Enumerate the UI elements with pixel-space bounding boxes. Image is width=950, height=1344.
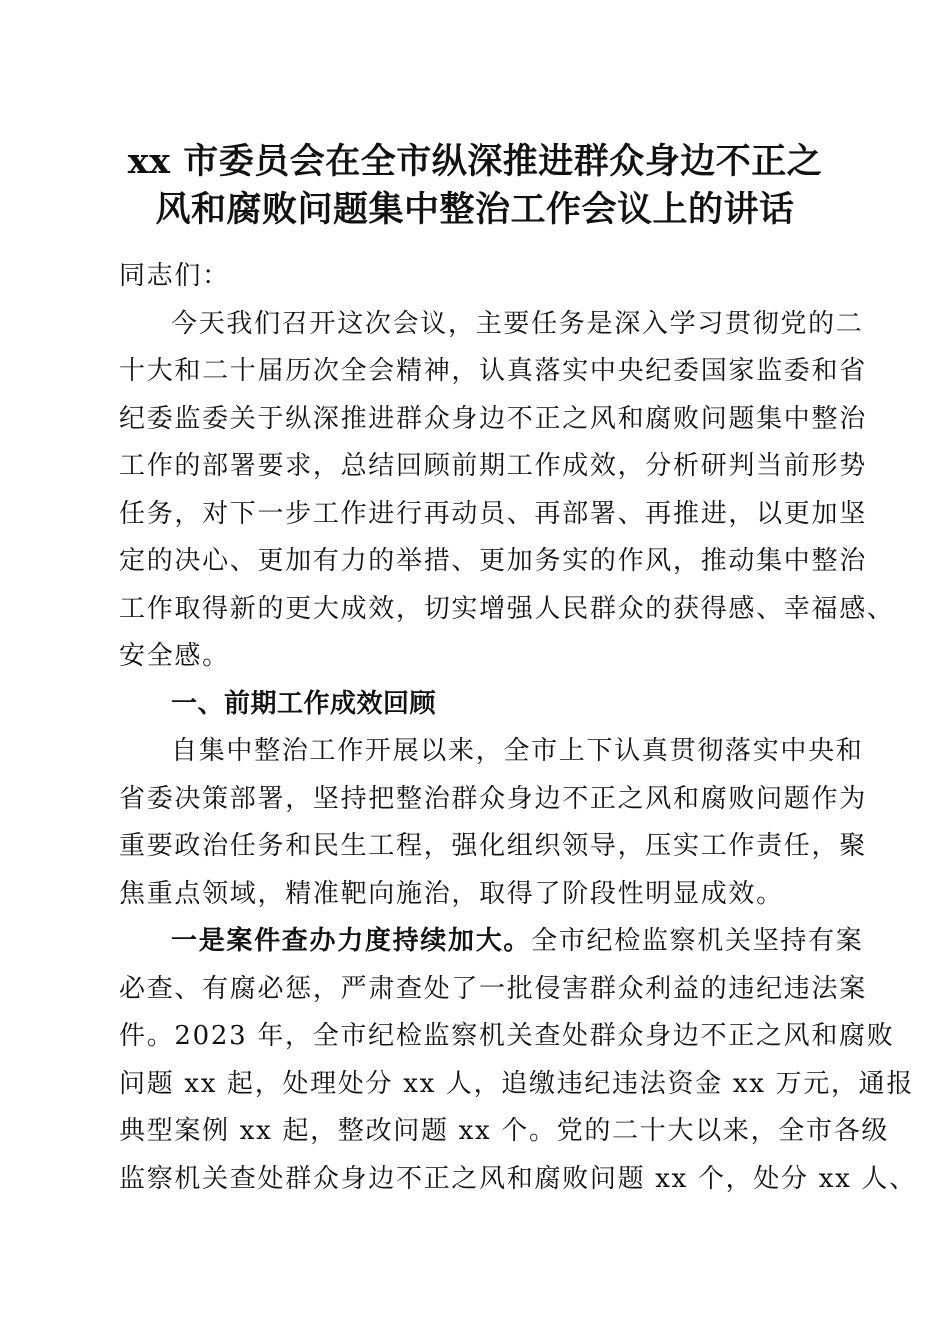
point-lead: 一是案件查办力度持续加大。 bbox=[171, 926, 532, 956]
intro-line-2: 十大和二十届历次全会精神，认真落实中央纪委国家监委和省 bbox=[119, 356, 867, 386]
section-heading: 一、前期工作成效回顾 bbox=[171, 688, 437, 719]
intro-line-8: 安全感。 bbox=[119, 641, 230, 671]
intro-line-4: 工作的部署要求，总结回顾前期工作成效，分析研判当前形势 bbox=[119, 451, 867, 481]
salutation: 同志们： bbox=[119, 261, 230, 291]
intro-line-1: 今天我们召开这次会议，主要任务是深入学习贯彻党的二 bbox=[171, 308, 864, 339]
point-line-1-rest: 全市纪检监察机关坚持有案 bbox=[531, 926, 864, 956]
section-line-1: 自集中整治工作开展以来，全市上下认真贯彻落实中央和 bbox=[171, 736, 864, 766]
section-line-3: 重要政治任务和民生工程，强化组织领导，压实工作责任，聚 bbox=[119, 831, 867, 861]
point-line-3: 件。2023 年，全市纪检监察机关查处群众身边不正之风和腐败 bbox=[119, 1021, 895, 1051]
title-line-2: 风和腐败问题集中整治工作会议上的讲话 bbox=[155, 189, 795, 230]
point-line-5: 典型案例 xx 起，整改问题 xx 个。党的二十大以来，全市各级 bbox=[119, 1116, 890, 1146]
section-line-2: 省委决策部署，坚持把整治群众身边不正之风和腐败问题作为 bbox=[119, 783, 867, 814]
intro-line-6: 定的决心、更加有力的举措、更加务实的作风，推动集中整治 bbox=[119, 546, 867, 576]
point-line-1 bbox=[119, 918, 864, 966]
point-line-4: 问题 xx 起，处理处分 xx 人，追缴违纪违法资金 xx 万元，通报 bbox=[119, 1068, 915, 1099]
section-line-4: 焦重点领域，精准靶向施治，取得了阶段性明显成效。 bbox=[119, 878, 784, 909]
title-line-1: xx 市委员会在全市纵深推进群众身边不正之 bbox=[127, 141, 823, 182]
point-line-6: 监察机关查处群众身边不正之风和腐败问题 xx 个，处分 xx 人、 bbox=[119, 1163, 917, 1194]
intro-line-5: 任务，对下一步工作进行再动员、再部署、再推进，以更加坚 bbox=[119, 498, 867, 529]
intro-line-3: 纪委监委关于纵深推进群众身边不正之风和腐败问题集中整治 bbox=[119, 403, 867, 434]
point-line-2: 必查、有腐必惩，严肃查处了一批侵害群众利益的违纪违法案 bbox=[119, 973, 867, 1004]
intro-line-7: 工作取得新的更大成效，切实增强人民群众的获得感、幸福感、 bbox=[119, 593, 895, 624]
document-title bbox=[100, 138, 850, 234]
document-body bbox=[119, 253, 917, 1203]
